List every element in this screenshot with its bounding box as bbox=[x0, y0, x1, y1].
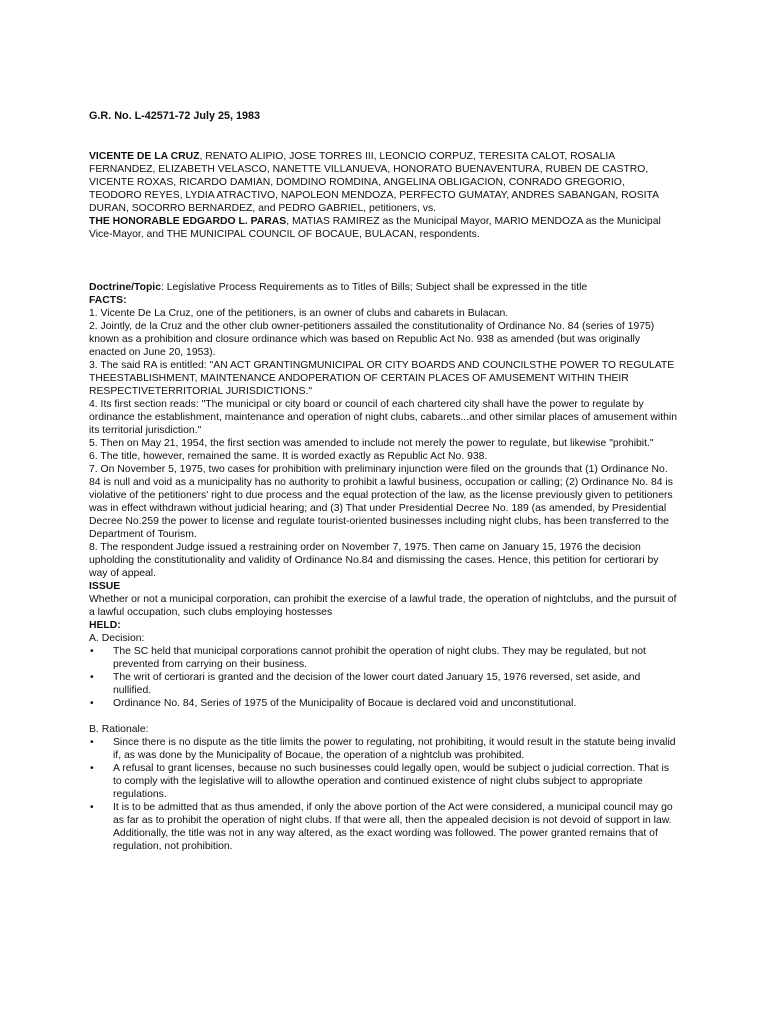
fact-item: 2. Jointly, de la Cruz and the other club owner-petitioners assailed the constitutionality of Ordinance No. 84 (series of 1975) known as a prohibition and closure ordinance which was based on Republic Act No. 938 as amended (but was originally enacted on June 20, 1953). bbox=[89, 321, 655, 358]
rationale-item: • A refusal to grant licenses, because no such businesses could legally open, would be subject o judicial correction. That is to comply with the legislative will to allowthe operation and continued existence of night clubs subject to appropriate regulations. bbox=[89, 762, 679, 801]
petitioner-lead-name: VICENTE DE LA CRUZ bbox=[89, 151, 200, 162]
respondents-list: , MATIAS RAMIREZ as the Municipal Mayor, MARIO MENDOZA as the Municipal Vice-Mayor, and THE MUNICIPAL COUNCIL OF BOCAUE, BULACAN, respondents. bbox=[89, 216, 661, 240]
case-digest-page bbox=[89, 110, 679, 853]
doctrine-text: : Legislative Process Requirements as to Titles of Bills; Subject shall be expressed in the title bbox=[160, 282, 588, 293]
respondent-lead-name: THE HONORABLE EDGARDO L. PARAS bbox=[89, 216, 287, 227]
respondents-paragraph bbox=[89, 215, 679, 241]
fact-item: 1. Vicente De La Cruz, one of the petitioners, is an owner of clubs and cabarets in Bulacan. bbox=[89, 308, 509, 319]
petitioners-paragraph bbox=[89, 150, 679, 215]
facts-heading: FACTS: bbox=[89, 295, 127, 306]
issue-text: Whether or not a municipal corporation, can prohibit the exercise of a lawful trade, the operation of nightclubs, and the pursuit of a lawful occupation, such clubs employing hostesses bbox=[89, 594, 677, 618]
fact-item: 8. The respondent Judge issued a restraining order on November 7, 1975. Then came on January 15, 1976 the decision upholding the constitutionality and validity of Ordinance No.84 and dismissing the cases. Hence, this petition for certiorari by way of appeal. bbox=[89, 542, 659, 579]
fact-item: 7. On November 5, 1975, two cases for prohibition with preliminary injunction were filed on the grounds that (1) Ordinance No. 84 is null and void as a municipality has no authority to prohibit a lawful business, occupation or calling; (2) Ordinance No. 84 is violative of the petitioners' right to due process and the equal protection of the law, as the license previously given to petitioners was in effect withdrawn without judicial hearing; and (3) That under Presidential Decree No. 189 (as amended, by Presidential Decree No.259 the power to license and regulate tourist-oriented businesses including night clubs, has been transferred to the Department of Tourism. bbox=[89, 464, 673, 540]
case-title: G.R. No. L-42571-72 July 25, 1983 bbox=[89, 110, 261, 122]
issue-heading: ISSUE bbox=[89, 581, 121, 592]
fact-item: 5. Then on May 21, 1954, the first section was amended to include not merely the power to regulate, but likewise "prohibit." bbox=[89, 438, 654, 449]
decision-item: • The writ of certiorari is granted and the decision of the lower court dated January 15, 1976 reversed, set aside, and nullified. bbox=[89, 671, 679, 697]
fact-item: 3. The said RA is entitled: "AN ACT GRANTINGMUNICIPAL OR CITY BOARDS AND COUNCILSTHE POWER TO REGULATE THEESTABLISHMENT, MAINTENANCE ANDOPERATION OF CERTAIN PLACES OF AMUSEMENT WITHIN THEIR RESPECTIVETERRITORIAL JURISDICTIONS." bbox=[89, 360, 675, 397]
rationale-label: B. Rationale: bbox=[89, 724, 149, 735]
fact-item: 6. The title, however, remained the same. It is worded exactly as Republic Act No. 938. bbox=[89, 451, 488, 462]
doctrine-line bbox=[89, 281, 679, 294]
fact-item: 4. Its first section reads: "The municipal or city board or council of each chartered city shall have the power to regulate by ordinance the establishment, maintenance and operation of night clubs, cabarets...and other similar places of amusement within its territorial jurisdiction." bbox=[89, 399, 677, 436]
decision-item: • The SC held that municipal corporations cannot prohibit the operation of night clubs. They may be regulated, but not prevented from carrying on their business. bbox=[89, 645, 679, 671]
rationale-list bbox=[89, 736, 679, 853]
rationale-item: • It is to be admitted that as thus amended, if only the above portion of the Act were considered, a municipal council may go as far as to prohibit the operation of night clubs. If that were all, then the appealed decision is not devoid of support in law. Additionally, the title was not in any way altered, as the exact wording was followed. The power granted remains that of regulation, not prohibition. bbox=[89, 801, 679, 853]
petitioners-list: , RENATO ALIPIO, JOSE TORRES III, LEONCIO CORPUZ, TERESITA CALOT, ROSALIA FERNANDEZ, ELIZABETH VELASCO, NANETTE VILLANUEVA, HONORATO BUENAVENTURA, RUBEN DE CASTRO, VICENTE ROXAS, RICARDO DAMIAN, DOMDINO ROMDINA, ANGELINA OBLIGACION, CONRADO GREGORIO, TEODORO REYES, LYDIA ATRACTIVO, NAPOLEON MENDOZA, PERFECTO GUMATAY, ANDRES SABANGAN, ROSITA DURAN, SOCORRO BERNARDEZ, and PEDRO GABRIEL, petitioners, vs. bbox=[89, 151, 659, 214]
doctrine-label: Doctrine/Topic bbox=[89, 282, 161, 293]
decision-label: A. Decision: bbox=[89, 633, 145, 644]
decision-item: • Ordinance No. 84, Series of 1975 of the Municipality of Bocaue is declared void and unconstitutional. bbox=[89, 697, 679, 710]
decision-list bbox=[89, 645, 679, 710]
rationale-item: • Since there is no dispute as the title limits the power to regulating, not prohibiting, it would result in the statute being invalid if, as was done by the Municipality of Bocaue, the operation of a nightclub was prohibited. bbox=[89, 736, 679, 762]
held-heading: HELD: bbox=[89, 620, 121, 631]
facts-list bbox=[89, 307, 679, 580]
